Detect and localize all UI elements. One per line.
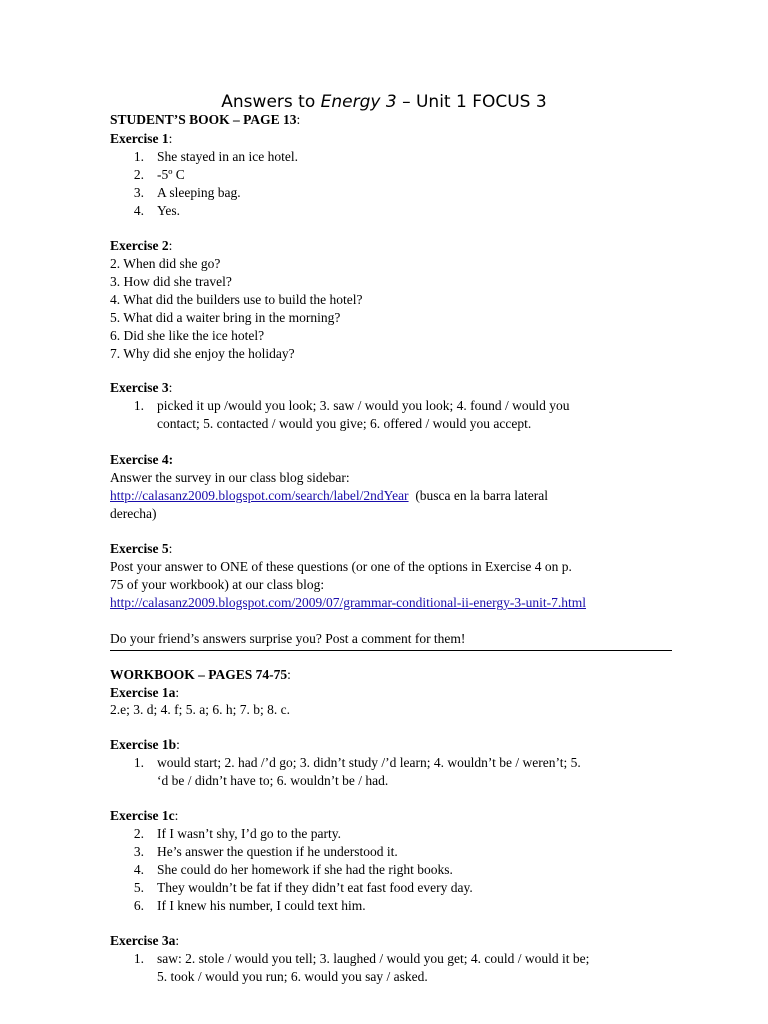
wb-exercise-3a-label: Exercise 3a:: [110, 933, 180, 948]
instruction-text: Answer the survey in our class blog sidebar:: [110, 470, 350, 485]
answer-line: ‘d be / didn’t have to; 6. wouldn’t be / had.: [157, 773, 389, 788]
list-number: 1.: [133, 755, 144, 770]
list-number: 1.: [133, 951, 144, 966]
answer-item: If I knew his number, I could text him.: [157, 898, 366, 913]
sb-exercise-1-label: Exercise 1:: [110, 131, 173, 146]
instruction-text: 75 of your workbook) at our class blog:: [110, 577, 325, 592]
wb-exercise-1a-label: Exercise 1a:: [110, 685, 180, 700]
answer-line: 5. took / would you run; 6. would you say / asked.: [157, 969, 428, 984]
list-number: 4.: [133, 203, 144, 218]
list-number: 3.: [133, 844, 144, 859]
instruction-text: Do your friend’s answers surprise you? Post a comment for them!: [110, 631, 466, 646]
answer-line: 2. When did she go?: [110, 256, 221, 271]
list-number: 5.: [133, 880, 144, 895]
sb-exercise-3-label: Exercise 3:: [110, 380, 173, 395]
workbook-heading: WORKBOOK – PAGES 74-75:: [110, 667, 291, 682]
answer-line: would start; 2. had /’d go; 3. didn’t study /’d learn; 4. wouldn’t be / weren’t; 5.: [157, 755, 581, 770]
list-number: 3.: [133, 185, 144, 200]
answer-line: 4. What did the builders use to build the hotel?: [110, 292, 363, 307]
instruction-text: Post your answer to ONE of these questions (or one of the options in Exercise 4 on p.: [110, 559, 572, 574]
answer-item: She could do her homework if she had the right books.: [157, 862, 453, 877]
list-number: 2.: [133, 826, 144, 841]
answer-line: 7. Why did she enjoy the holiday?: [110, 346, 295, 361]
answer-line: saw: 2. stole / would you tell; 3. laughed / would you get; 4. could / would it be;: [157, 951, 590, 966]
answer-line: 5. What did a waiter bring in the morning?: [110, 310, 341, 325]
list-number: 4.: [133, 862, 144, 877]
list-number: 2.: [133, 167, 144, 182]
answer-line: 3. How did she travel?: [110, 274, 232, 289]
answer-item: -5º C: [157, 167, 185, 182]
sb-exercise-4-label: Exercise 4:: [110, 452, 174, 467]
blog-post-link[interactable]: http://calasanz2009.blogspot.com/2009/07/grammar-conditional-ii-energy-3-unit-7.html: [110, 595, 587, 610]
list-number: 1.: [133, 398, 144, 413]
wb-exercise-1b-label: Exercise 1b:: [110, 737, 180, 752]
answer-line: 6. Did she like the ice hotel?: [110, 328, 265, 343]
answer-line: contact; 5. contacted / would you give; 6. offered / would you accept.: [157, 416, 532, 431]
answer-item: Yes.: [157, 203, 181, 218]
answer-line: 2.e; 3. d; 4. f; 5. a; 6. h; 7. b; 8. c.: [110, 702, 290, 717]
page-title: Answers to Energy 3 – Unit 1 FOCUS 3: [221, 92, 547, 112]
section-divider: [110, 650, 672, 651]
sb-exercise-2-label: Exercise 2:: [110, 238, 173, 253]
wb-exercise-1c-label: Exercise 1c:: [110, 808, 179, 823]
answer-item: He’s answer the question if he understood it.: [157, 844, 398, 859]
answer-item: They wouldn’t be fat if they didn’t eat fast food every day.: [157, 880, 473, 895]
answer-item: She stayed in an ice hotel.: [157, 149, 298, 164]
blog-survey-link[interactable]: http://calasanz2009.blogspot.com/search/label/2ndYear: [110, 488, 409, 503]
list-number: 1.: [133, 149, 144, 164]
sb-exercise-5-label: Exercise 5:: [110, 541, 173, 556]
link-note-continued: derecha): [110, 506, 157, 521]
list-number: 6.: [133, 898, 144, 913]
students-book-heading: STUDENT’S BOOK – PAGE 13:: [110, 112, 301, 127]
link-line: [110, 594, 586, 612]
answer-item: If I wasn’t shy, I’d go to the party.: [157, 826, 341, 841]
answer-line: picked it up /would you look; 3. saw / would you look; 4. found / would you: [157, 398, 570, 413]
answer-item: A sleeping bag.: [157, 185, 241, 200]
link-note: (busca en la barra lateral: [415, 488, 548, 503]
link-line: [110, 487, 548, 505]
